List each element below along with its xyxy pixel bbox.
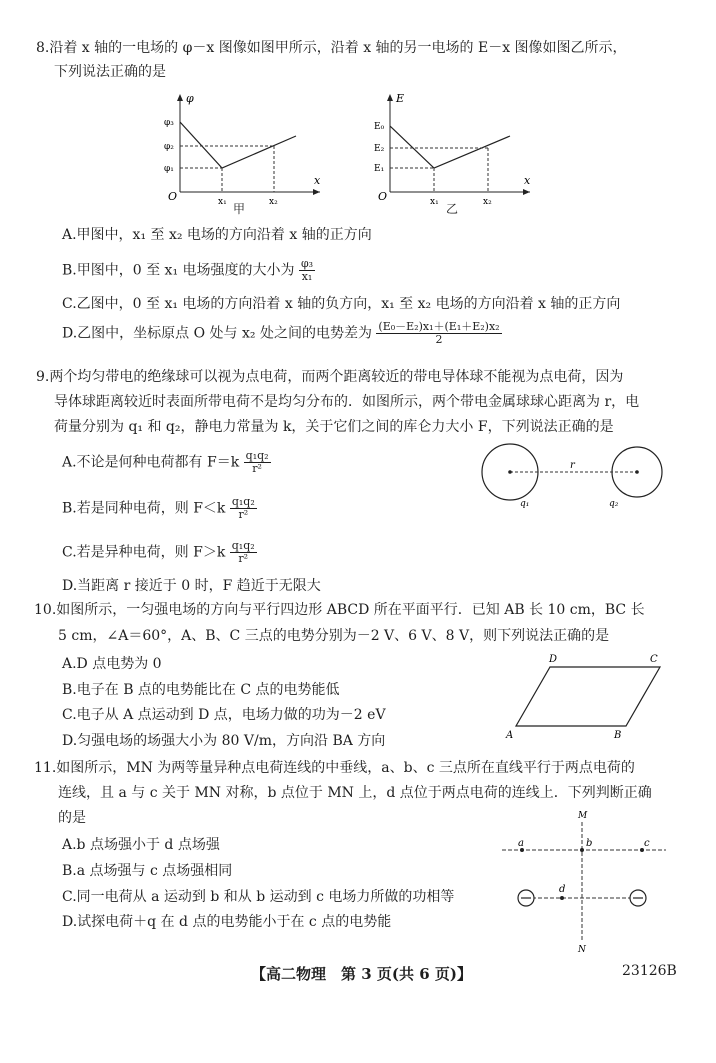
y-tick-e2: E₂ — [374, 144, 385, 154]
x-tick-x1: x₁ — [218, 197, 227, 207]
q8-option-b-fraction — [299, 258, 315, 283]
y-axis-arrow — [177, 94, 183, 101]
y-tick-phi1: φ₁ — [164, 164, 174, 174]
q8-option-d[interactable] — [62, 321, 502, 346]
y-axis-arrow — [387, 94, 393, 101]
label-m: M — [578, 811, 588, 821]
x-axis-label: x — [314, 174, 321, 187]
q10-option-a[interactable]: A.D 点电势为 0 — [62, 656, 162, 672]
q8-figure-phi-x — [160, 88, 330, 216]
fraction-numerator: φ₃ — [300, 257, 314, 270]
q8-stem-line1: 8.沿着 x 轴的一电场的 φ－x 图像如图甲所示，沿着 x 轴的另一电场的 E－x 图像如图乙所示， — [36, 40, 627, 56]
q8-option-b-text: B.甲图中，0 至 x₁ 电场强度的大小为 — [62, 262, 295, 279]
q8-option-b[interactable] — [62, 258, 315, 283]
q9-figure-spheres — [475, 440, 675, 516]
q10-option-b[interactable]: B.电子在 B 点的电势能比在 C 点的电势能低 — [62, 682, 340, 698]
q11-stem-line3: 的是 — [58, 810, 86, 826]
fraction-denominator: 2 — [435, 333, 443, 346]
q8-option-c[interactable]: C.乙图中，0 至 x₁ 电场的方向沿着 x 轴的负方向，x₁ 至 x₂ 电场的方向沿着 x 轴的正方向 — [62, 296, 621, 312]
y-axis-label: φ — [186, 92, 194, 105]
fraction-numerator: (E₀－E₂)x₁＋(E₁＋E₂)x₂ — [378, 320, 500, 333]
q11-option-c[interactable]: C.同一电荷从 a 运动到 b 和从 b 运动到 c 电场力所做的功相等 — [62, 889, 455, 905]
y-tick-e1: E₁ — [374, 164, 385, 174]
y-axis-label: E — [396, 92, 405, 105]
q11-option-b[interactable]: B.a 点场强与 c 点场强相同 — [62, 863, 233, 879]
q10-figure-parallelogram — [498, 650, 668, 742]
vertex-c-label: C — [650, 654, 658, 665]
q10-option-c[interactable]: C.电子从 A 点运动到 D 点，电场力做的功为－2 eV — [62, 707, 386, 723]
q9-stem-line1: 9.两个均匀带电的绝缘球可以视为点电荷，而两个距离较近的带电导体球不能视为点电荷，因为 — [36, 369, 624, 385]
y-tick-e0: E₀ — [374, 122, 385, 132]
x-tick-x2: x₂ — [483, 197, 492, 207]
x-axis-arrow — [523, 189, 530, 195]
fraction-denominator: r² — [238, 552, 249, 565]
e-curve — [390, 126, 510, 168]
q11-option-d[interactable]: D.试探电荷＋q 在 d 点的电势能小于在 c 点的电势能 — [62, 914, 392, 930]
parallelogram-abcd — [516, 667, 660, 726]
q9-option-b[interactable] — [62, 496, 257, 521]
charge2-label: q₂ — [609, 499, 619, 509]
q10-stem-line1: 10.如图所示，一匀强电场的方向与平行四边形 ABCD 所在平面平行．已知 AB 长 10 cm，BC 长 — [34, 602, 645, 618]
y-tick-phi2: φ₂ — [164, 142, 174, 152]
fraction-numerator: q₁q₂ — [231, 539, 255, 552]
q8-fig-a-caption: 甲 — [233, 202, 246, 216]
q8-figure-e-x — [370, 88, 540, 216]
vertex-d-label: D — [549, 654, 558, 665]
label-n: N — [578, 945, 586, 955]
vertex-a-label: A — [506, 730, 514, 741]
label-d: d — [559, 884, 566, 895]
distance-label: r — [570, 460, 575, 471]
x-tick-x2: x₂ — [269, 197, 278, 207]
label-b: b — [586, 838, 593, 849]
q8-fig-b-caption: 乙 — [446, 202, 459, 216]
page-footer: 【高二物理 第 3 页(共 6 页)】 — [251, 965, 472, 983]
point-d-dot — [560, 896, 564, 900]
point-b-dot — [580, 848, 584, 852]
origin-label: O — [378, 190, 388, 203]
q9-stem-line2: 导体球距离较近时表面所带电荷不是均匀分布的．如图所示，两个带电金属球球心距离为 r，电 — [54, 394, 640, 410]
q9-option-b-fraction — [230, 496, 257, 521]
q8-option-a[interactable]: A.甲图中，x₁ 至 x₂ 电场的方向沿着 x 轴的正方向 — [62, 227, 372, 243]
q8-option-d-fraction — [376, 321, 501, 346]
q11-stem-line2: 连线，且 a 与 c 关于 MN 对称，b 点位于 MN 上，d 点位于两点电荷的连线上．下列判断正确 — [58, 785, 652, 801]
phi-curve — [180, 122, 296, 168]
fraction-denominator: r² — [238, 508, 249, 521]
q11-stem-line1: 11.如图所示，MN 为两等量异种点电荷连线的中垂线，a、b、c 三点所在直线平行于两点电荷的 — [34, 760, 635, 776]
q9-option-d[interactable]: D.当距离 r 接近于 0 时，F 趋近于无限大 — [62, 578, 321, 594]
exam-code: 23126B — [622, 963, 677, 979]
label-a: a — [518, 838, 524, 849]
q9-option-c[interactable] — [62, 540, 257, 565]
q9-option-c-fraction — [230, 540, 257, 565]
q11-option-a[interactable]: A.b 点场强小于 d 点场强 — [62, 837, 220, 853]
q9-option-a[interactable] — [62, 450, 271, 475]
q10-option-d[interactable]: D.匀强电场的场强大小为 80 V/m，方向沿 BA 方向 — [62, 733, 386, 749]
fraction-numerator: q₁q₂ — [245, 449, 269, 462]
x-axis-arrow — [313, 189, 320, 195]
y-tick-phi3: φ₃ — [164, 118, 174, 128]
label-c: c — [644, 838, 650, 849]
vertex-b-label: B — [614, 730, 622, 741]
charge1-label: q₁ — [520, 499, 530, 509]
q9-stem-line3: 荷量分别为 q₁ 和 q₂，静电力常量为 k，关于它们之间的库仑力大小 F，下列说法正确的是 — [54, 419, 614, 435]
x-axis-label: x — [524, 174, 531, 187]
q9-option-a-fraction — [244, 450, 271, 475]
q10-stem-line2: 5 cm，∠A＝60°，A、B、C 三点的电势分别为－2 V、6 V、8 V，则下列说法正确的是 — [58, 628, 610, 644]
fraction-denominator: x₁ — [301, 270, 313, 283]
q9-option-c-text: C.若是异种电荷，则 F＞k — [62, 544, 226, 561]
q11-figure-charges — [498, 808, 678, 956]
x-tick-x1: x₁ — [430, 197, 439, 207]
origin-label: O — [168, 190, 178, 203]
q8-option-d-text: D.乙图中，坐标原点 O 处与 x₂ 处之间的电势差为 — [62, 325, 372, 342]
q8-stem-line2: 下列说法正确的是 — [54, 64, 166, 80]
fraction-denominator: r² — [252, 462, 262, 475]
left-center-dot — [508, 470, 512, 474]
right-center-dot — [635, 470, 639, 474]
q9-option-a-text: A.不论是何种电荷都有 F＝k — [62, 454, 240, 471]
q9-option-b-text: B.若是同种电荷，则 F＜k — [62, 500, 226, 517]
fraction-numerator: q₁q₂ — [231, 495, 255, 508]
